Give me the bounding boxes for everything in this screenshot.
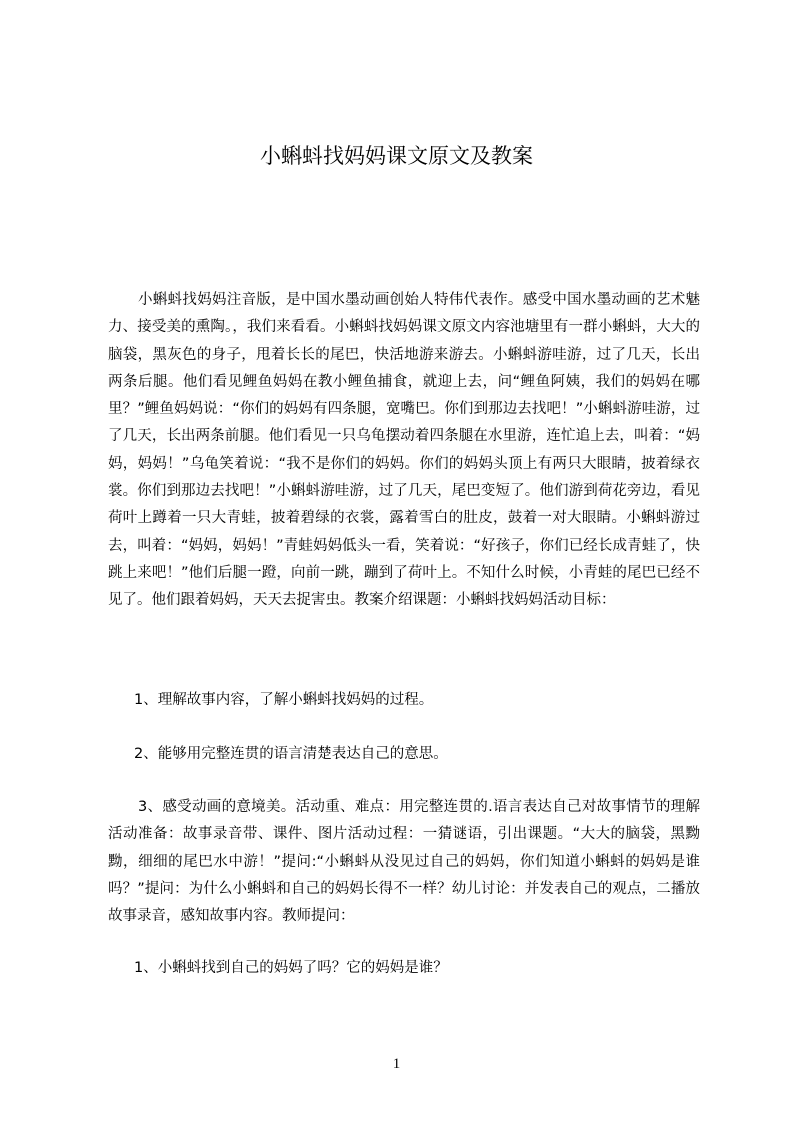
document-title: 小蝌蚪找妈妈课文原文及教案 xyxy=(260,144,533,168)
paragraph-goal-2: 2、能够用完整连贯的语言清楚表达自己的意思。 xyxy=(134,746,448,762)
paragraph-goal-3: 3、感受动画的意境美。活动重、难点：用完整连贯的.语言表达自己对故事情节的理解活动准备：故事录音带、课件、图片活动过程：一猜谜语，引出课题。“大大的脑袋，黑黝黝，细细的尾巴水中游！”提问:“小蝌蚪从没见过自己的妈妈，你们知道小蝌蚪的妈妈是谁吗？”提问：为什么小蝌蚪和自己的妈妈长得不一样？幼儿讨论：并发表自己的观点，二播放故事录音，感知故事内容。教师提问： xyxy=(108,799,700,925)
page-number: 1 xyxy=(392,1056,401,1072)
paragraph-question-1: 1、小蝌蚪找到自己的妈妈了吗？它的妈妈是谁？ xyxy=(134,960,448,976)
paragraph-goal-1: 1、理解故事内容，了解小蝌蚪找妈妈的过程。 xyxy=(134,692,434,708)
paragraph-intro: 小蝌蚪找妈妈注音版，是中国水墨动画创始人特伟代表作。感受中国水墨动画的艺术魅力、接受美的熏陶。，我们来看看。小蝌蚪找妈妈课文原文内容池塘里有一群小蝌蚪，大大的脑袋，黑灰色的身子，甩着长长的尾巴，快活地游来游去。小蝌蚪游哇游，过了几天，长出两条后腿。他们看见鲤鱼妈妈在教小鲤鱼捕食，就迎上去，问“鲤鱼阿姨，我们的妈妈在哪里？”鲤鱼妈妈说：“你们的妈妈有四条腿，宽嘴巴。你们到那边去找吧！”小蝌蚪游哇游，过了几天，长出两条前腿。他们看见一只乌龟摆动着四条腿在水里游，连忙追上去，叫着：“妈妈，妈妈！”乌龟笑着说：“我不是你们的妈妈。你们的妈妈头顶上有两只大眼睛，披着绿衣裳。你们到那边去找吧！”小蝌蚪游哇游，过了几天，尾巴变短了。他们游到荷花旁边，看见荷叶上蹲着一只大青蛙，披着碧绿的衣裳，露着雪白的肚皮，鼓着一对大眼睛。小蝌蚪游过去，叫着：“妈妈，妈妈！”青蛙妈妈低头一看，笑着说：“好孩子，你们已经长成青蛙了，快跳上来吧！”他们后腿一蹬，向前一跳，蹦到了荷叶上。不知什么时候，小青蛙的尾巴已经不见了。他们跟着妈妈，天天去捉害虫。教案介绍课题：小蝌蚪找妈妈活动目标： xyxy=(108,292,700,609)
